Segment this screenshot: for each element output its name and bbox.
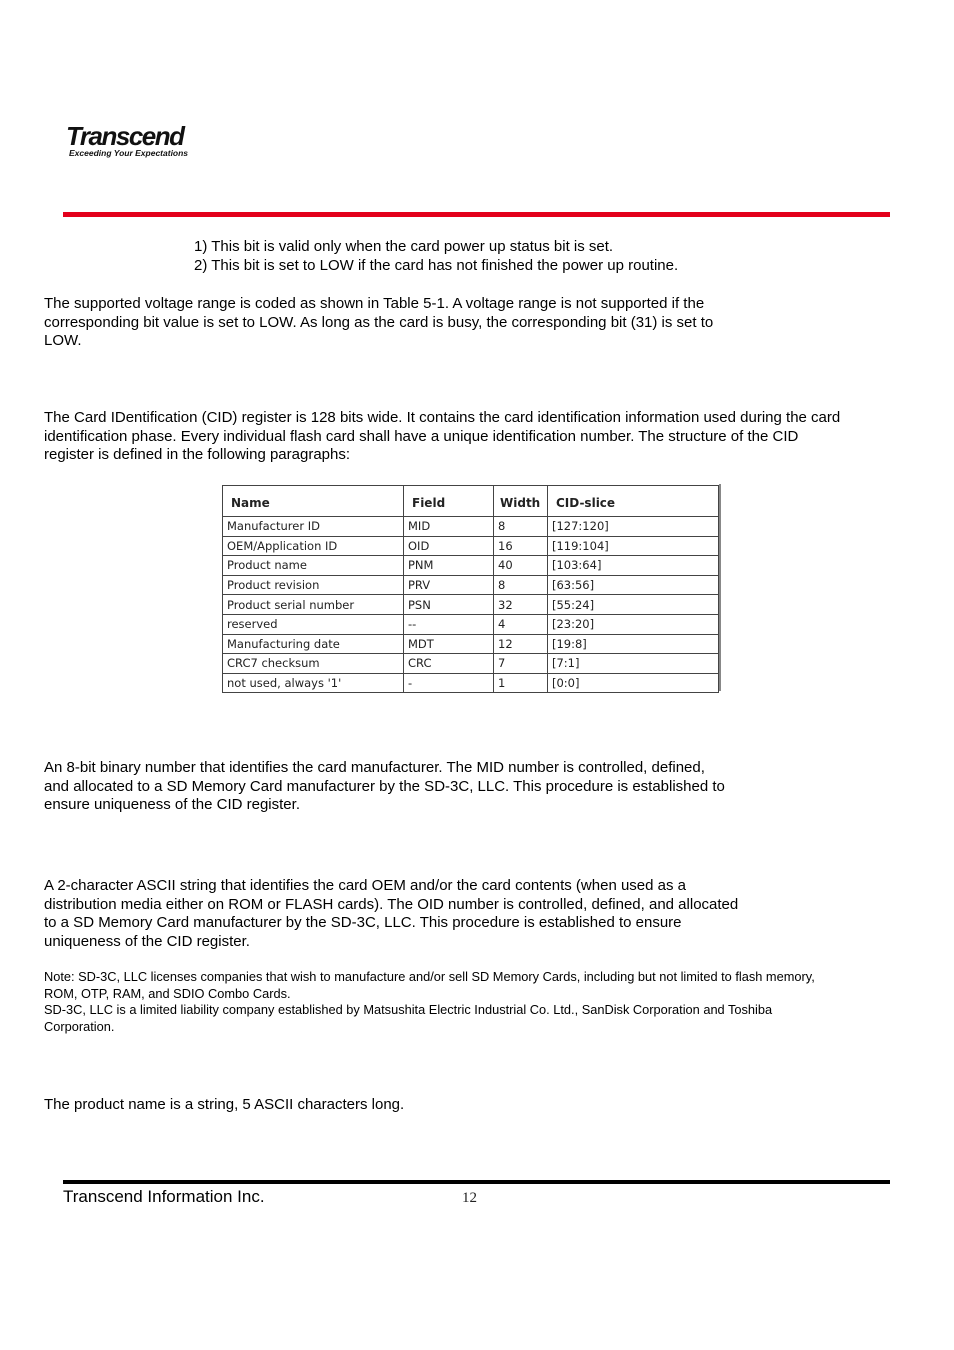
cell-field: PNM — [404, 556, 494, 576]
cell-width: 4 — [494, 614, 548, 634]
cell-slice: [0:0] — [548, 673, 719, 693]
voltage-line: LOW. — [44, 332, 82, 349]
cell-width: 12 — [494, 634, 548, 654]
cell-slice: [119:104] — [548, 536, 719, 556]
cell-field: OID — [404, 536, 494, 556]
table-row — [223, 575, 719, 595]
cell-field: CRC — [404, 654, 494, 674]
cell-slice: [103:64] — [548, 556, 719, 576]
table-row — [223, 517, 719, 537]
oid-paragraph — [44, 877, 738, 951]
cell-name: Product revision — [223, 575, 404, 595]
cell-width: 8 — [494, 517, 548, 537]
table-shadow — [719, 484, 721, 691]
cell-slice: [7:1] — [548, 654, 719, 674]
oid-line: to a SD Memory Card manufacturer by the SD-3C, LLC. This procedure is established to ensure — [44, 914, 682, 931]
cell-field: PSN — [404, 595, 494, 615]
note-1: 1) This bit is valid only when the card power up status bit is set. — [194, 238, 614, 255]
note-line: SD-3C, LLC is a limited liability company established by Matsushita Electric Industrial Co. Ltd., SanDisk Corporation and Toshiba — [44, 1002, 773, 1017]
oid-line: uniqueness of the CID register. — [44, 932, 250, 950]
note-line: ROM, OTP, RAM, and SDIO Combo Cards. — [44, 985, 291, 1001]
cell-width: 32 — [494, 595, 548, 615]
header-cid-slice: CID-slice — [548, 486, 719, 517]
logo-tagline: Exceeding Your Expectations — [69, 148, 189, 158]
pnm-paragraph: The product name is a string, 5 ASCII characters long. — [44, 1096, 405, 1113]
table-row — [223, 654, 719, 674]
cell-width: 40 — [494, 556, 548, 576]
table-row — [223, 595, 719, 615]
cell-name: reserved — [223, 614, 404, 634]
header-name: Name — [223, 486, 404, 517]
logo-wordmark: Transcend — [66, 121, 184, 151]
oid-line: A 2-character ASCII string that identifies the card OEM and/or the card contents (when used as a — [44, 877, 687, 894]
note-line: Corporation. — [44, 1018, 115, 1034]
table-row — [223, 614, 719, 634]
cid-intro-paragraph — [44, 409, 840, 465]
cid-intro-line: The Card IDentification (CID) register is 128 bits wide. It contains the card identification information used during the card — [44, 409, 841, 426]
cell-name: Product serial number — [223, 595, 404, 615]
table-row — [223, 556, 719, 576]
cell-slice: [19:8] — [548, 634, 719, 654]
note-2: 2) This bit is set to LOW if the card has not finished the power up routine. — [194, 257, 679, 274]
table-row — [223, 673, 719, 693]
cid-register-table — [222, 485, 719, 693]
cell-field: PRV — [404, 575, 494, 595]
mid-line: An 8-bit binary number that identifies the card manufacturer. The MID number is controlled, defined, — [44, 759, 705, 776]
cell-name: Manufacturing date — [223, 634, 404, 654]
cell-name: OEM/Application ID — [223, 536, 404, 556]
oid-line: distribution media either on ROM or FLASH cards). The OID number is controlled, defined, and allocated — [44, 895, 739, 913]
cell-width: 16 — [494, 536, 548, 556]
cell-width: 8 — [494, 575, 548, 595]
cell-field: - — [404, 673, 494, 693]
header-width: Width — [494, 486, 548, 517]
cell-name: Manufacturer ID — [223, 517, 404, 537]
cell-field: -- — [404, 614, 494, 634]
cell-field: MID — [404, 517, 494, 537]
cell-field: MDT — [404, 634, 494, 654]
note-line: Note: SD-3C, LLC licenses companies that wish to manufacture and/or sell SD Memory Cards, including but not limited to flash memory, — [44, 969, 815, 984]
cell-slice: [23:20] — [548, 614, 719, 634]
transcend-logo — [66, 122, 206, 162]
cell-slice: [55:24] — [548, 595, 719, 615]
voltage-paragraph — [44, 295, 713, 351]
cell-name: CRC7 checksum — [223, 654, 404, 674]
cid-intro-line: register is defined in the following paragraphs: — [44, 446, 351, 463]
header-red-rule — [63, 212, 890, 217]
voltage-line: corresponding bit value is set to LOW. As long as the card is busy, the corresponding bit (31) is set to — [44, 313, 714, 331]
cell-name: Product name — [223, 556, 404, 576]
cell-slice: [63:56] — [548, 575, 719, 595]
cell-width: 7 — [494, 654, 548, 674]
cid-intro-line: identification phase. Every individual flash card shall have a unique identification number. The structure of the CID — [44, 427, 799, 445]
cell-name: not used, always '1' — [223, 673, 404, 693]
page-number: 12 — [462, 1190, 477, 1206]
table-row — [223, 634, 719, 654]
cell-width: 1 — [494, 673, 548, 693]
mid-paragraph — [44, 759, 725, 815]
footer-company: Transcend Information Inc. — [63, 1187, 265, 1206]
table-row — [223, 536, 719, 556]
mid-line: ensure uniqueness of the CID register. — [44, 796, 300, 813]
licensing-note — [44, 969, 815, 1035]
cell-slice: [127:120] — [548, 517, 719, 537]
table-header-row — [223, 486, 719, 517]
header-field: Field — [404, 486, 494, 517]
voltage-line: The supported voltage range is coded as shown in Table 5-1. A voltage range is not supported if the — [44, 295, 705, 312]
footer-rule — [63, 1180, 890, 1184]
mid-line: and allocated to a SD Memory Card manufacturer by the SD-3C, LLC. This procedure is established to — [44, 777, 725, 795]
